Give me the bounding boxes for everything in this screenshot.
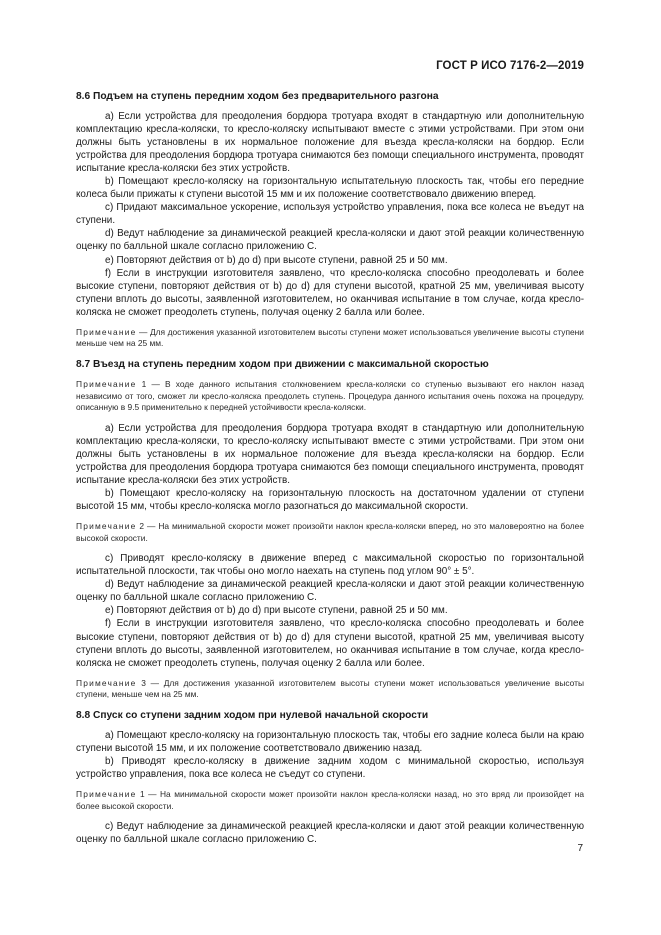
note-text: 1 — В ходе данного испытания столкновением кресла-коляски со ступенью вызывают его наклон назад независимо от того, сможет ли кресло-коляска преодолеть ступень. Процедура данного испытания очень похожа на процедуру, описанную в 9.5 применительно к передней устойчивости кресла-коляски.	[76, 378, 584, 413]
paragraph: e) Повторяют действия от b) до d) при высоте ступени, равной 25 и 50 мм.	[105, 605, 448, 617]
note-label: Примечание	[76, 521, 137, 532]
paragraph: a) Если устройства для преодоления бордюра тротуара входят в стандартную или дополнительную комплектацию кресла-коляски, то кресло-коляску испытывают вместе с этими устройствами. При этом они должны быть установлены в их нормальное положение для въезда кресла-коляски на бордюр. Если устройства для преодоления бордюра тротуара снимаются без помощи специального инструмента, проводят испытание кресла-коляски без этих устройств.	[76, 111, 584, 175]
page-number: 7	[577, 843, 583, 854]
paragraph: c) Ведут наблюдение за динамической реакцией кресла-коляски и дают этой реакции количественную оценку по балльной шкале согласно приложению С.	[76, 821, 584, 846]
note	[76, 379, 584, 414]
paragraph: d) Ведут наблюдение за динамической реакцией кресла-коляски и дают этой реакции количественную оценку по балльной шкале согласно приложению С.	[76, 228, 584, 253]
note-label: Примечание	[76, 326, 137, 337]
document-code: ГОСТ Р ИСО 7176-2—2019	[436, 60, 584, 72]
note	[76, 521, 584, 544]
note-label: Примечание	[76, 789, 137, 800]
paragraph: d) Ведут наблюдение за динамической реакцией кресла-коляски и дают этой реакции количественную оценку по балльной шкале согласно приложению С.	[76, 579, 584, 604]
section-title-8-6: 8.6 Подъем на ступень передним ходом без предварительного разгона	[76, 91, 439, 102]
note-text: 1 — На минимальной скорости может произойти наклон кресла-коляски назад, но это вряд ли произойдет на более высокой скорости.	[76, 789, 584, 811]
paragraph: c) Придают максимальное ускорение, используя устройство управления, пока все колеса не въедут на ступени.	[76, 202, 584, 227]
note-label: Примечание	[76, 378, 137, 389]
paragraph: c) Приводят кресло-коляску в движение вперед с максимальной скоростью по горизонтальной испытательной плоскости, так чтобы оно могло наехать на ступень под углом 90° ± 5°.	[76, 553, 584, 578]
note-text: 2 — На минимальной скорости может произойти наклон кресла-коляски вперед, но это маловероятно на более высокой скорости.	[76, 521, 584, 543]
section-title-8-8: 8.8 Спуск со ступени задним ходом при нулевой начальной скорости	[76, 709, 429, 721]
note-text: 3 — Для достижения указанной изготовителем высоты ступени может использоваться увеличение высоты ступени, меньше чем на 25 мм.	[76, 677, 584, 700]
document-page	[76, 60, 584, 846]
section-title-8-7: 8.7 Въезд на ступень передним ходом при движении с максимальной скоростью	[76, 358, 489, 370]
paragraph: a) Если устройства для преодоления бордюра тротуара входят в стандартную или дополнительную комплектацию кресла-коляски, то кресло-коляску испытывают вместе с этими устройствами. При этом они должны быть установлены в их нормальное положение для въезда кресла-коляски на бордюр. Если устройства для преодоления бордюра тротуара снимаются без помощи специального инструмента, проводят испытание кресла-коляски без этих устройств.	[76, 422, 584, 486]
paragraph: a) Помещают кресло-коляску на горизонтальную плоскость так, чтобы его задние колеса были на краю ступени высотой 15 мм, и их положение соответствовало движению назад.	[76, 729, 584, 754]
note	[76, 327, 584, 350]
note	[76, 789, 584, 812]
note-text: — Для достижения указанной изготовителем высоты ступени может использоваться увеличение высоты ступени меньше чем на 25 мм.	[76, 326, 584, 349]
paragraph: b) Помещают кресло-коляску на горизонтальную плоскость на достаточном удалении от ступени высотой 15 мм, чтобы кресло-коляска могло разогнаться до максимальной скорости.	[76, 487, 584, 512]
paragraph: b) Приводят кресло-коляску в движение задним ходом с минимальной скоростью, используя устройство управления, пока все колеса не съедут со ступени.	[76, 755, 584, 780]
paragraph: f) Если в инструкции изготовителя заявлено, что кресло-коляска способно преодолевать и более высокие ступени, повторяют действия от b) до d) для ступени высотой, кратной 25 мм, увеличивая высоту ступени вплоть до высоты, заявленной изготовителем, но оканчивая испытание в том случае, когда кресло-коляска не сможет преодолеть ступень, получая оценку 2 балла или более.	[76, 267, 584, 318]
paragraph: b) Помещают кресло-коляску на горизонтальную испытательную плоскость так, чтобы его передние колеса были прижаты к ступени высотой 15 мм и их положение соответствовало движению вперед.	[76, 176, 584, 201]
note-label: Примечание	[76, 677, 137, 688]
note	[76, 678, 584, 701]
paragraph: f) Если в инструкции изготовителя заявлено, что кресло-коляска способно преодолевать и более высокие ступени, повторяют действия от b) до d) для ступени высотой, кратной 25 мм, увеличивая высоту ступени вплоть до высоты, заявленной изготовителем, но оканчивая испытание в том случае, когда кресло-коляска не сможет преодолеть ступень, получая оценку 2 балла или более.	[76, 618, 584, 669]
paragraph: e) Повторяют действия от b) до d) при высоте ступени, равной 25 и 50 мм.	[105, 254, 448, 266]
